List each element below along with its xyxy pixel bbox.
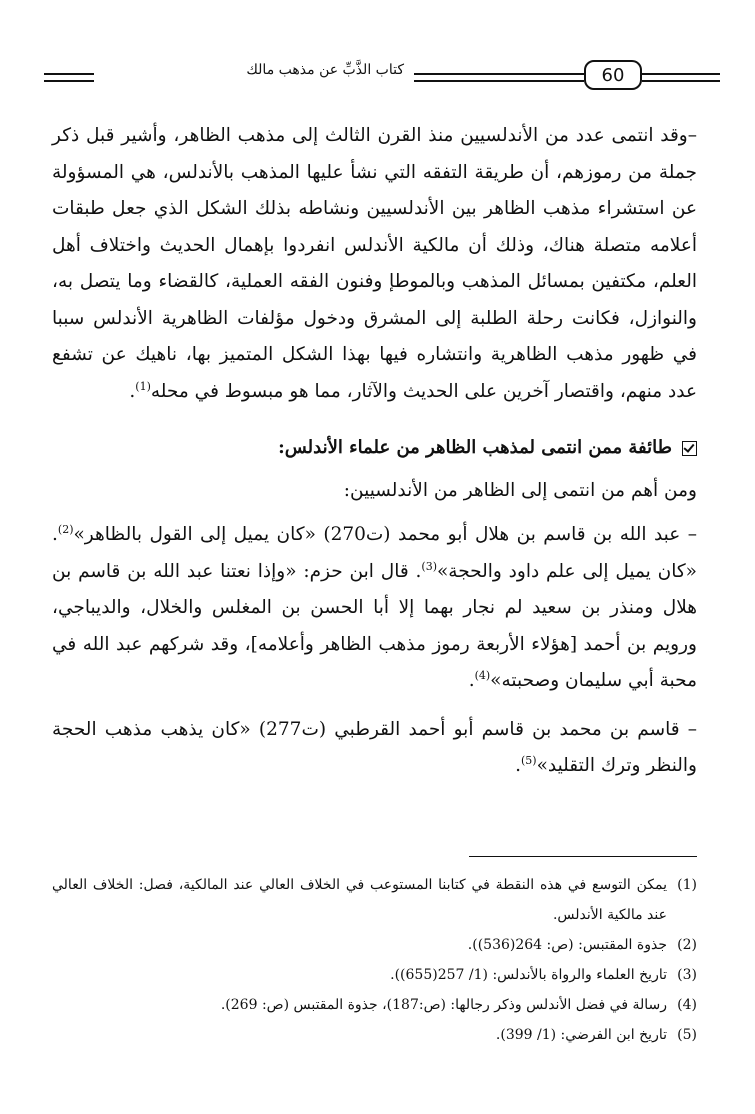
footnote-item	[52, 870, 697, 930]
paragraph-1-text: –وقد انتمى عدد من الأندلسيين منذ القرن الثالث إلى مذهب الظاهر، وأشير قبل ذكر جملة من رموزهم، أن طريقة التفقه التي نشأ عليها المذهب بالأندلس، هي المسؤولة عن استشراء مذهب الظاهر بين الأندلسيين ونشاطه بذلك الشكل الذي جعل طبقات أعلامه متصلة هناك، وذلك أن مالكية الأندلس انفردوا بإهمال الحديث واختلاف أهل العلم، مكتفين بمسائل المذهب وبالموطإ وفنون الفقه العملية، كالقضاء وما يتصل به، والنوازل، فكانت رحلة الطلبة إلى المشرق ودخول مؤلفات الظاهرية الأندلس سببا في ظهور مذهب الظاهرية وانتشاره فيها بهذا الشكل المتميز بها، ناهيك عن تشفع عدد منهم، واقتصار آخرين على الحديث والآثار، مما هو مبسوط في محله	[52, 125, 697, 402]
footnote-ref-2: (2)	[57, 522, 74, 536]
footnote-separator	[469, 856, 697, 857]
footnote-number: (2)	[677, 937, 697, 953]
running-title: كتاب الذَّبِّ عن مذهب مالك	[246, 62, 404, 78]
footnote-ref-1: (1)	[135, 379, 151, 393]
entry-1-text: – عبد الله بن قاسم بن هلال أبو محمد (ت270) «كان يميل إلى القول بالظاهر»	[73, 524, 697, 545]
footnote-number: (5)	[677, 1027, 697, 1043]
header-rule-left	[44, 73, 94, 82]
page-header	[40, 58, 720, 98]
footnote-text: تاريخ العلماء والرواة بالأندلس: (1/ 257(655)).	[390, 967, 667, 983]
footnote-ref-5: (5)	[520, 753, 537, 767]
footnote-text: تاريخ ابن الفرضي: (1/ 399).	[495, 1027, 667, 1043]
footnote-item	[52, 930, 697, 960]
footnote-item	[52, 990, 697, 1020]
footnote-ref-4: (4)	[474, 668, 491, 682]
footnote-number: (3)	[677, 967, 697, 983]
entry-2: – قاسم بن محمد بن قاسم أبو أحمد القرطبي (ت277) «كان يذهب مذهب الحجة والنظر وترك التقليد»$^{(5)}$.	[52, 718, 697, 776]
entry-2-text: – قاسم بن محمد بن قاسم أبو أحمد القرطبي (ت277) «كان يذهب مذهب الحجة والنظر وترك التقليد»	[52, 718, 697, 776]
section-heading	[52, 430, 697, 467]
header-rule-right	[642, 73, 720, 82]
entry-1-cont: «كان يميل إلى علم داود والحجة»	[436, 560, 697, 582]
footnote-item	[52, 960, 697, 990]
footnote-item	[52, 1020, 697, 1050]
main-text	[52, 118, 697, 785]
footnote-number: (1)	[677, 877, 697, 893]
entry-1: – عبد الله بن قاسم بن هلال أبو محمد (ت270) «كان يميل إلى القول بالظاهر»$^{(2)}$. «كان يميل إلى علم داود والحجة»$^{(3)}$. قال ابن حزم: «وإذا نعتنا عبد الله بن قاسم بن هلال ومنذر بن سعيد لم نجار بهما إلا أبا الحسن بن المغلس والخلال، والديباجي، ورويم بن أحمد [هؤلاء الأربعة رموز مذهب الظاهر وأعلامه]، وقد شركهم عبد الله في محبة أبي سليمان وصحبته»$^{(4)}$.	[52, 522, 697, 691]
footnote-text: جذوة المقتبس: (ص: 264(536)).	[467, 937, 667, 953]
footnote-number: (4)	[677, 997, 697, 1013]
footnote-ref-3: (3)	[421, 559, 437, 573]
page-number: 60	[584, 60, 642, 90]
entry-1-quote: . قال ابن حزم: «وإذا نعتنا عبد الله بن قاسم بن هلال ومنذر بن سعيد لم نجار بهما إلا أبا الحسن بن المغلس والخلال، والديباجي، ورويم بن أحمد [هؤلاء الأربعة رموز مذهب الظاهر وأعلامه]، وقد شركهم عبد الله في محبة أبي سليمان وصحبته»	[52, 560, 697, 691]
footnote-text: يمكن التوسع في هذه النقطة في كتابنا المستوعب في الخلاف العالي عند المالكية، فصل: الخلاف العالي عند مالكية الأندلس.	[52, 877, 667, 923]
section-heading-text: طائفة ممن انتمى لمذهب الظاهر من علماء الأندلس:	[278, 437, 672, 458]
checkbox-icon	[682, 441, 697, 456]
footnotes	[52, 870, 697, 1050]
paragraph-1: –وقد انتمى عدد من الأندلسيين منذ القرن الثالث إلى مذهب الظاهر، وأشير قبل ذكر جملة من رموزهم، أن طريقة التفقه التي نشأ عليها المذهب بالأندلس، هي المسؤولة عن استشراء مذهب الظاهر بين الأندلسيين ونشاطه بذلك الشكل الذي جعل طبقات أعلامه متصلة هناك، وذلك أن مالكية الأندلس انفردوا بإهمال الحديث واختلاف أهل العلم، مكتفين بمسائل المذهب وبالموطإ وفنون الفقه العملية، كالقضاء وما يتصل به، والنوازل، فكانت رحلة الطلبة إلى المشرق ودخول مؤلفات الظاهرية الأندلس سببا في ظهور مذهب الظاهرية وانتشاره فيها بهذا الشكل المتميز بها، ناهيك عن تشفع عدد منهم، واقتصار آخرين على الحديث والآثار، مما هو مبسوط في محله$^{(1)}$.	[52, 125, 697, 402]
footnote-text: رسالة في فضل الأندلس وذكر رجالها: (ص:187)، جذوة المقتبس (ص: 269).	[220, 997, 667, 1013]
header-rule-middle	[414, 73, 584, 82]
intro-line: ومن أهم من انتمى إلى الظاهر من الأندلسيين:	[343, 479, 697, 501]
